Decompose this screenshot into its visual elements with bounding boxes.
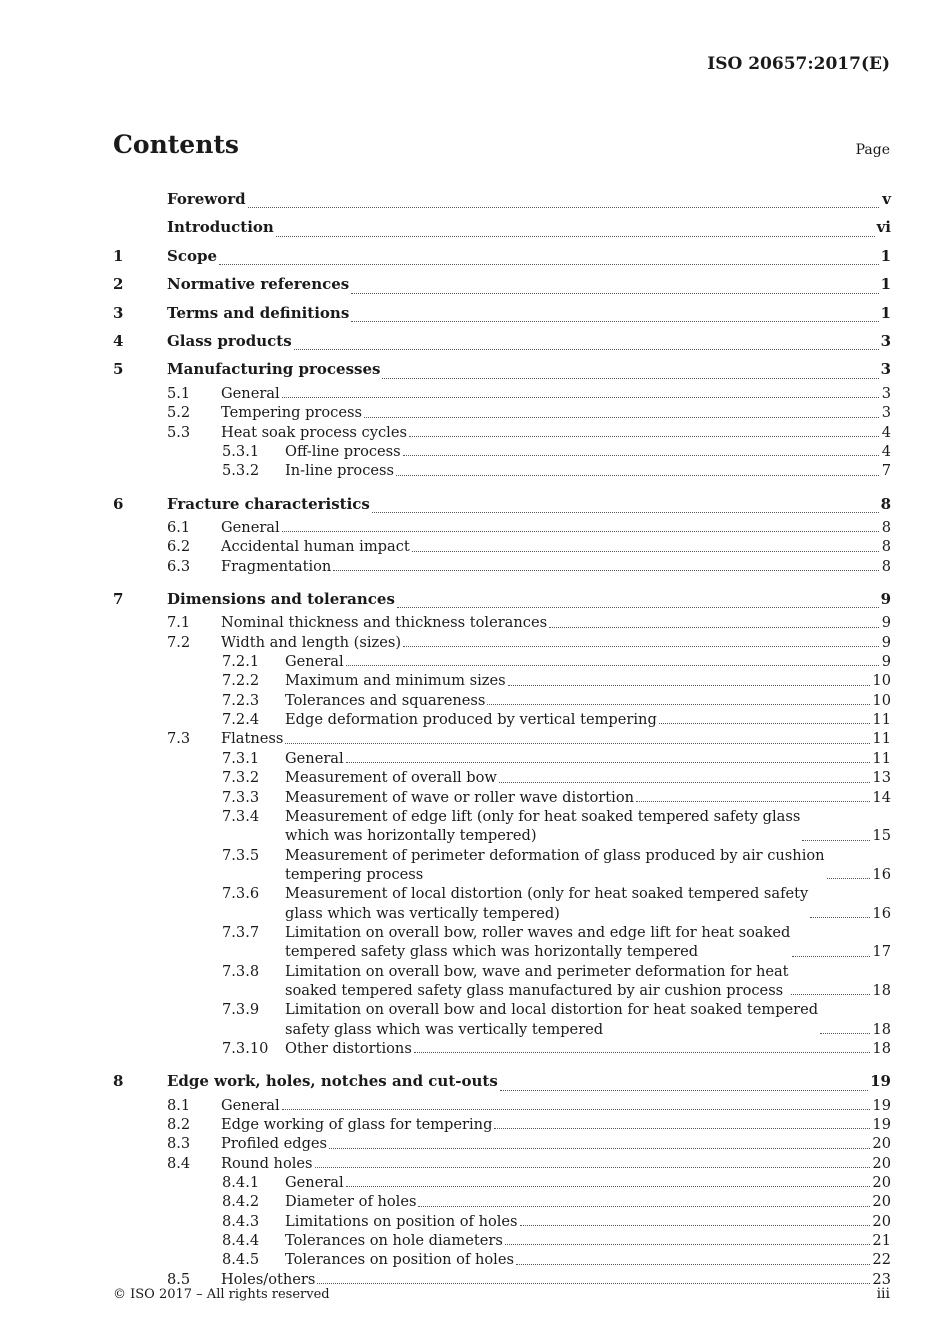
toc-entry-number: 5.3 [167, 423, 191, 441]
toc-entry[interactable] [113, 242, 891, 270]
toc-entry-title: Fragmentation [221, 557, 332, 575]
toc-entry[interactable] [113, 846, 891, 885]
dot-leader [792, 956, 870, 957]
toc-entry[interactable] [113, 1250, 891, 1269]
page-column-label: Page [855, 142, 890, 158]
toc-entry-title: General [221, 384, 280, 402]
dot-leader [636, 801, 870, 802]
contents-heading: Contents [113, 130, 240, 159]
dot-leader [505, 1244, 871, 1245]
toc-entry[interactable] [113, 923, 891, 962]
toc-entry-number: 8.4.1 [222, 1174, 260, 1192]
toc-entry-title: General [285, 749, 344, 767]
toc-entry-title: Flatness [221, 730, 284, 748]
toc-entry[interactable] [113, 710, 891, 729]
dot-leader [499, 782, 870, 783]
toc-entry-title: Off-line process [285, 442, 401, 460]
toc-entry-page: vi [876, 218, 891, 237]
toc-entry-number: 7.2.2 [222, 672, 260, 690]
toc-entry-title: Normative references [167, 275, 350, 294]
toc-entry-page: 4 [881, 442, 891, 460]
document-id: ISO 20657:2017(E) [707, 54, 890, 74]
toc-entry-page: 22 [872, 1251, 891, 1269]
toc-entry[interactable] [113, 537, 891, 556]
toc-entry-page: 3 [880, 332, 891, 351]
dot-leader [294, 349, 879, 350]
toc-entry-page: 8 [881, 557, 891, 575]
toc-entry-number: 7.3.6 [222, 885, 260, 903]
toc-entry-title: Limitation on overall bow, roller waves and edge lift for heat soaked [285, 923, 791, 941]
toc-entry[interactable] [113, 1212, 891, 1231]
toc-entry-number: 7.3.8 [222, 962, 260, 980]
dot-leader [791, 994, 871, 995]
toc-entry-title-continued: soaked tempered safety glass manufactured by air cushion process [285, 981, 784, 999]
footer-page-number: iii [876, 1286, 890, 1302]
toc-entry-title: Measurement of wave or roller wave distortion [285, 788, 635, 806]
toc-entry[interactable] [113, 585, 891, 613]
toc-entry[interactable] [113, 788, 891, 807]
dot-leader [248, 207, 879, 208]
dot-leader [317, 1283, 870, 1284]
toc-entry-title: Scope [167, 246, 218, 265]
toc-entry-page: 18 [872, 981, 891, 999]
toc-entry-title: Holes/others [221, 1270, 316, 1288]
toc-entry-title: Glass products [167, 332, 292, 351]
dot-leader [346, 1186, 871, 1187]
toc-entry-page: 3 [880, 360, 891, 379]
toc-entry-page: 8 [881, 538, 891, 556]
dot-leader [282, 1109, 871, 1110]
toc-entry-number: 8.4.4 [222, 1232, 260, 1250]
toc-entry-number: 7.3.2 [222, 769, 260, 787]
dot-leader [372, 512, 879, 513]
toc-entry[interactable] [113, 557, 891, 576]
toc-entry-page: 3 [881, 404, 891, 422]
dot-leader [418, 1206, 870, 1207]
toc-entry-page: 20 [872, 1212, 891, 1230]
toc-entry-number: 7.2.4 [222, 711, 260, 729]
toc-entry-title: Round holes [221, 1154, 313, 1172]
toc-entry-number: 4 [113, 332, 124, 351]
toc-entry[interactable] [113, 652, 891, 671]
toc-entry-title: Tolerances on position of holes [285, 1251, 514, 1269]
toc-entry[interactable] [113, 327, 891, 355]
toc-entry-page: 1 [880, 303, 891, 322]
toc-entry-number: 8.4.2 [222, 1193, 260, 1211]
dot-leader [500, 1090, 868, 1091]
toc-entry-title: Manufacturing processes [167, 360, 381, 379]
toc-entry-page: 13 [872, 769, 891, 787]
toc-entry[interactable] [113, 1000, 891, 1039]
toc-entry-number: 8.5 [167, 1270, 191, 1288]
dot-leader [487, 704, 870, 705]
toc-entry[interactable] [113, 671, 891, 690]
dot-leader [508, 685, 871, 686]
toc-entry[interactable] [113, 749, 891, 768]
toc-entry-page: 11 [872, 711, 891, 729]
dot-leader [403, 646, 879, 647]
toc-entry[interactable] [113, 1154, 891, 1173]
toc-entry[interactable] [113, 213, 891, 241]
toc-entry-title: Maximum and minimum sizes [285, 672, 506, 690]
toc-entry[interactable] [113, 270, 891, 298]
dot-leader [520, 1225, 871, 1226]
dot-leader [494, 1128, 870, 1129]
toc-entry-page: 1 [880, 275, 891, 294]
dot-leader [412, 551, 879, 552]
dot-leader [346, 665, 879, 666]
toc-entry-page: 17 [872, 943, 891, 961]
toc-entry-title: Edge work, holes, notches and cut-outs [167, 1072, 498, 1091]
toc-entry-number: 6 [113, 494, 124, 513]
toc-entry-number: 8.4.5 [222, 1251, 260, 1269]
toc-entry-number: 1 [113, 246, 124, 265]
toc-entry[interactable] [113, 962, 891, 1001]
dot-leader [659, 723, 871, 724]
toc-entry-page: 11 [872, 730, 891, 748]
toc-entry-number: 8.4 [167, 1154, 191, 1172]
toc-entry[interactable] [113, 691, 891, 710]
dot-leader [802, 840, 870, 841]
toc-entry-page: 1 [880, 246, 891, 265]
toc-entry-number: 7.3.7 [222, 923, 260, 941]
toc-entry-title: Diameter of holes [285, 1193, 417, 1211]
toc-entry-page: 9 [881, 633, 891, 651]
toc-entry[interactable] [113, 1039, 891, 1058]
toc-entry-title: Terms and definitions [167, 303, 350, 322]
toc-entry[interactable] [113, 185, 891, 213]
toc-entry-number: 7.3 [167, 730, 191, 748]
toc-entry-title-continued: glass which was vertically tempered) [285, 904, 560, 922]
dot-leader [827, 878, 871, 879]
toc-entry-page: 11 [872, 749, 891, 767]
dot-leader [285, 743, 870, 744]
toc-entry[interactable] [113, 384, 891, 403]
toc-entry-page: 15 [872, 827, 891, 845]
toc-entry-title-continued: tempered safety glass which was horizontally tempered [285, 943, 699, 961]
toc-entry-page: 3 [881, 384, 891, 402]
dot-leader [516, 1264, 870, 1265]
toc-entry-page: 10 [872, 691, 891, 709]
toc-entry[interactable] [113, 1173, 891, 1192]
toc-entry[interactable] [113, 403, 891, 422]
dot-leader [346, 762, 871, 763]
dot-leader [219, 264, 879, 265]
toc-entry[interactable] [113, 613, 891, 632]
dot-leader [364, 417, 879, 418]
toc-entry-title: Introduction [167, 218, 274, 237]
toc-entry-number: 8.4.3 [222, 1212, 260, 1230]
dot-leader [351, 293, 878, 294]
toc-entry[interactable] [113, 490, 891, 518]
toc-entry-number: 2 [113, 275, 124, 294]
toc-entry-title: Width and length (sizes) [221, 633, 402, 651]
toc-entry-title-continued: tempering process [285, 865, 424, 883]
toc-entry-title: Edge deformation produced by vertical tempering [285, 711, 657, 729]
toc-entry[interactable] [113, 729, 891, 748]
footer-copyright: © ISO 2017 – All rights reserved [113, 1287, 330, 1302]
toc-entry[interactable] [113, 768, 891, 787]
toc-entry-page: v [882, 190, 891, 208]
toc-entry-number: 7.3.1 [222, 749, 260, 767]
toc-entry-page: 9 [881, 614, 891, 632]
toc-entry-number: 7.3.10 [222, 1039, 269, 1057]
toc-entry-number: 7.2.3 [222, 691, 260, 709]
toc-entry-page: 14 [872, 788, 891, 806]
toc-entry-number: 6.3 [167, 557, 191, 575]
toc-entry-title: Dimensions and tolerances [167, 590, 395, 608]
dot-leader [409, 436, 879, 437]
toc-entry-title: Fracture characteristics [167, 494, 370, 513]
toc-entry-number: 8 [113, 1072, 124, 1091]
toc-entry-number: 7 [113, 590, 124, 608]
toc-entry-page: 19 [872, 1096, 891, 1114]
dot-leader [396, 475, 879, 476]
toc-entry-page: 8 [880, 494, 891, 513]
dot-leader [329, 1148, 870, 1149]
toc-entry-title: Foreword [167, 190, 246, 208]
toc-entry[interactable] [113, 807, 891, 846]
dot-leader [315, 1167, 871, 1168]
toc-entry-page: 20 [872, 1193, 891, 1211]
dot-leader [382, 378, 878, 379]
toc-entry-page: 19 [870, 1072, 891, 1091]
toc-entry-title: Tolerances and squareness [285, 691, 486, 709]
toc-entry[interactable] [113, 518, 891, 537]
toc-entry-number: 5.3.1 [222, 442, 260, 460]
toc-entry-title-continued: which was horizontally tempered) [285, 827, 537, 845]
toc-entry-page: 7 [881, 462, 891, 480]
toc-entry-number: 5.3.2 [222, 462, 260, 480]
toc-entry[interactable] [113, 633, 891, 652]
toc-entry-title: Profiled edges [221, 1135, 328, 1153]
toc-entry-title: Accidental human impact [221, 538, 410, 556]
dot-leader [810, 917, 870, 918]
toc-entry-number: 7.2.1 [222, 653, 260, 671]
toc-entry-page: 18 [872, 1039, 891, 1057]
toc-entry-number: 7.3.3 [222, 788, 260, 806]
toc-entry[interactable] [113, 461, 891, 480]
toc-entry-title: Measurement of edge lift (only for heat soaked tempered safety glass [285, 807, 801, 825]
toc-entry-number: 7.3.4 [222, 807, 260, 825]
toc-entry-title: Tempering process [221, 404, 362, 422]
toc-entry-number: 5 [113, 360, 124, 379]
toc-entry-title: In-line process [285, 462, 394, 480]
dot-leader [414, 1052, 871, 1053]
toc-entry-page: 23 [872, 1270, 891, 1288]
toc-entry-page: 9 [880, 590, 891, 608]
dot-leader [276, 236, 875, 237]
toc-entry[interactable] [113, 1115, 891, 1134]
toc-entry[interactable] [113, 355, 891, 383]
toc-entry-number: 6.1 [167, 518, 191, 536]
table-of-contents [113, 185, 891, 1289]
toc-entry-page: 16 [872, 865, 891, 883]
toc-entry-title: Heat soak process cycles [221, 423, 407, 441]
toc-entry-title: Measurement of perimeter deformation of glass produced by air cushion [285, 846, 825, 864]
toc-entry-number: 5.1 [167, 384, 191, 402]
dot-leader [282, 531, 879, 532]
toc-entry[interactable] [113, 1096, 891, 1115]
toc-entry-page: 8 [881, 518, 891, 536]
toc-entry-number: 7.1 [167, 614, 191, 632]
toc-entry-page: 10 [872, 672, 891, 690]
dot-leader [333, 570, 879, 571]
toc-entry-page: 16 [872, 904, 891, 922]
toc-entry-page: 21 [872, 1232, 891, 1250]
toc-entry-number: 5.2 [167, 404, 191, 422]
toc-entry-title: General [221, 518, 280, 536]
toc-entry-title: General [285, 653, 344, 671]
toc-entry[interactable] [113, 1134, 891, 1153]
toc-entry-title: Measurement of local distortion (only for heat soaked tempered safety [285, 885, 809, 903]
toc-entry-page: 4 [881, 423, 891, 441]
toc-entry[interactable] [113, 1067, 891, 1095]
toc-entry-page: 19 [872, 1116, 891, 1134]
dot-leader [820, 1033, 870, 1034]
toc-entry-number: 8.3 [167, 1135, 191, 1153]
toc-entry[interactable] [113, 299, 891, 327]
dot-leader [549, 627, 879, 628]
toc-entry-title: Limitations on position of holes [285, 1212, 518, 1230]
toc-entry-number: 8.2 [167, 1116, 191, 1134]
toc-entry-number: 7.2 [167, 633, 191, 651]
toc-entry[interactable] [113, 1192, 891, 1211]
toc-entry-page: 18 [872, 1020, 891, 1038]
toc-entry-title: Other distortions [285, 1039, 412, 1057]
toc-entry[interactable] [113, 423, 891, 442]
toc-entry-number: 8.1 [167, 1096, 191, 1114]
toc-entry-page: 9 [881, 653, 891, 671]
dot-leader [403, 455, 879, 456]
dot-leader [397, 607, 879, 608]
toc-entry-number: 6.2 [167, 538, 191, 556]
dot-leader [351, 321, 878, 322]
toc-entry-page: 20 [872, 1174, 891, 1192]
dot-leader [282, 397, 879, 398]
toc-entry-page: 20 [872, 1135, 891, 1153]
toc-entry-number: 7.3.9 [222, 1001, 260, 1019]
toc-entry-title: General [285, 1174, 344, 1192]
toc-entry-title: Limitation on overall bow, wave and perimeter deformation for heat [285, 962, 789, 980]
toc-entry-title: Measurement of overall bow [285, 769, 497, 787]
toc-entry[interactable] [113, 1231, 891, 1250]
toc-entry-title: Limitation on overall bow and local distortion for heat soaked tempered [285, 1001, 819, 1019]
toc-entry[interactable] [113, 442, 891, 461]
toc-entry-page: 20 [872, 1154, 891, 1172]
toc-entry[interactable] [113, 884, 891, 923]
toc-entry-title: Nominal thickness and thickness tolerances [221, 614, 548, 632]
toc-entry-title: Edge working of glass for tempering [221, 1116, 493, 1134]
toc-entry-title: General [221, 1096, 280, 1114]
toc-entry-number: 3 [113, 303, 124, 322]
toc-entry-title: Tolerances on hole diameters [285, 1232, 503, 1250]
toc-entry-number: 7.3.5 [222, 846, 260, 864]
toc-entry-title-continued: safety glass which was vertically tempered [285, 1020, 604, 1038]
